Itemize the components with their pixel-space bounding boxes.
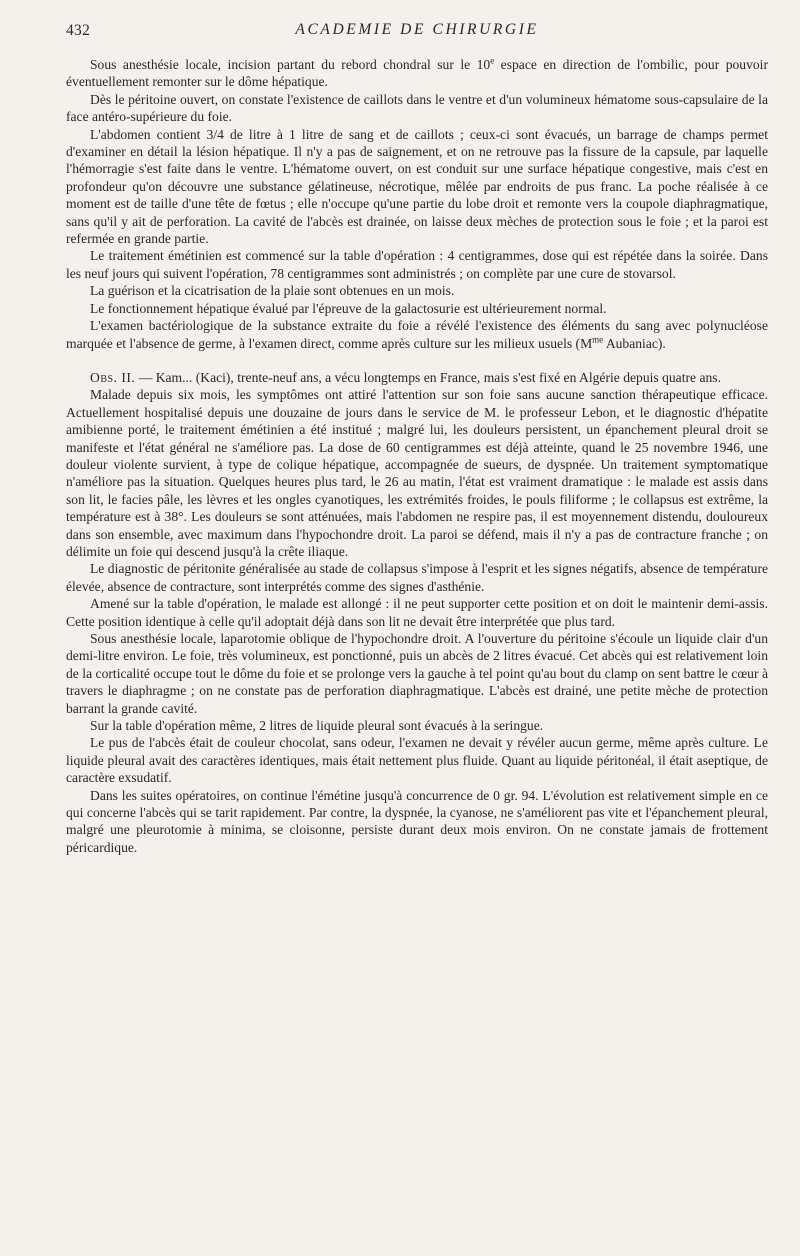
paragraph: Dans les suites opératoires, on continue l'émétine jusqu'à concurrence de 0 gr. 94. L'évolution est relativement simple en ce qui concerne l'abcès qui se tarit rapidement. Par contre, la dyspnée, la cyanose, ne s'améliorent pas vite et l'épanchement pleural, malgré une pleurotomie à minima, se cloisonne, persiste durant deux mois environ. On ne constate jamais de frottement péricardique. [66,787,768,855]
paragraph: La guérison et la cicatrisation de la plaie sont obtenues en un mois. [90,283,455,299]
paragraph: Le pus de l'abcès était de couleur chocolat, sans odeur, l'examen ne devait y révéler aucun germe, même après culture. Le liquide pleural avait des caractères identiques, mais était nettement plus fluide. Quant au liquide péritonéal, il était aseptique, de caractère exsudatif. [66,735,768,786]
paragraph: Sur la table d'opération même, 2 litres de liquide pleural sont évacués à la seringue. [90,718,544,734]
paragraph: Amené sur la table d'opération, le malade est allongé : il ne peut supporter cette position et on doit le maintenir demi-assis. Cette position identique à celle qu'il adoptait déjà dans son lit ne devait être interprétée que plus tard. [66,596,768,629]
running-title: ACADEMIE DE CHIRURGIE [295,21,539,38]
paragraph: Sous anesthésie locale, incision partant du rebord chondral sur le 10e espace en direction de l'ombilic, pour pouvoir éventuellement remonter sur le dôme hépatique. [66,55,768,90]
section-gap [66,352,768,369]
paragraph: Le traitement émétinien est commencé sur la table d'opération : 4 centigrammes, dose qui est répétée dans la soirée. Dans les neuf jours qui suivent l'opération, 78 centigrammes sont administrés ; on complète par une cure de stovarsol. [66,248,768,281]
observation-heading-paragraph [66,369,768,386]
observation-label: Obs. II. [90,369,136,385]
paragraph: Malade depuis six mois, les symptômes ont attiré l'attention sur son foie sans aucune sanction thérapeutique efficace. Actuellement hospitalisé depuis une douzaine de jours dans le service de M. le professeur Lebon, et le diagnostic d'hépatite amibienne porté, le traitement émétinien a été institué ; malgré lui, les douleurs persistent, un épanchement pleural droit se manifeste et l'état général ne s'améliore pas. La dose de 60 centigrammes est déjà atteinte, quand le 25 novembre 1946, une douleur violente survient, à type de colique hépatique, accompagnée de sueurs, de dyspnée. Un traitement symptomatique n'améliore pas la situation. Quelques heures plus tard, le 26 au matin, l'état est vraiment dramatique : le malade est assis dans son lit, le facies pâle, les lèvres et les ongles cyanotiques, les extrémités froides, le pouls filiforme ; le collapsus est extrême, la température est à 38°. Les douleurs se sont atténuées, mais l'abdomen ne respire pas, il est moyennement distendu, douloureux dans son ensemble, avec maximum dans l'hypochondre droit. La paroi se défend, mais il n'y a pas de contracture franche ; on délimite un foie qui descend jusqu'à la crête iliaque. [66,387,768,559]
page-header [66,18,768,48]
article-body [66,56,768,856]
paragraph: Le fonctionnement hépatique évalué par l'épreuve de la galactosurie est ultérieurement normal. [90,300,607,316]
paragraph: Sous anesthésie locale, laparotomie oblique de l'hypochondre droit. A l'ouverture du péritoine s'écoule un liquide clair d'un demi-litre environ. Le foie, très volumineux, est ponctionné, puis un abcès de 2 litres évacué. Cet abcès qui est relativement loin de la corticalité occupe tout le dôme du foie et se prolonge vers la gauche à tel point qu'au bout du clamp on sent battre le cœur à travers le diaphragme ; on ne constate pas de perforation diaphragmatique. L'abcès est drainé, une petite mèche de protection barrant la grande cavité. [66,631,768,716]
observation-intro: — Kam... (Kaci), trente-neuf ans, a vécu longtemps en France, mais s'est fixé en Algérie depuis quatre ans. [135,369,721,385]
paragraph: Dès le péritoine ouvert, on constate l'existence de caillots dans le ventre et d'un volumineux hématome sous-capsulaire de la face antéro-supérieure du foie. [66,91,768,125]
paragraph: L'examen bactériologique de la substance extraite du foie a révélé l'existence des éléments du sang avec polynucléose marquée et l'absence de germe, à l'examen direct, comme après culture sur les milieux usuels ($M^{me}$ Aubaniac). [66,318,768,351]
journal-page [66,18,768,856]
paragraph: Le diagnostic de péritonite généralisée au stade de collapsus s'impose à l'esprit et les signes négatifs, absence de température élevée, absence de contracture, sont interprétés comme des signes d'asthénie. [66,561,768,594]
page-number: 432 [66,22,91,39]
paragraph: L'abdomen contient 3/4 de litre à 1 litre de sang et de caillots ; ceux-ci sont évacués, un barrage de champs permet d'examiner en détail la lésion hépatique. Il n'y a pas de saignement, et on ne retrouve pas la fissure de la capsule, par laquelle l'hémorragie s'est faite dans le ventre. L'hématome ouvert, on est conduit sur une surface hépatique congestive, mais c'est en profondeur qu'on découvre une substance gélatineuse, nécrotique, mêlée par endroits de pus franc. La poche réalisée à ce moment est de taille d'une tête de fœtus ; elle n'occupe qu'une partie du lobe droit et remonte vers la coupole diaphragmatique, sans qu'il y ait de perforation. La cavité de l'abcès est drainée, on laisse deux mèches de protection sous le foie ; et la paroi est refermée en grande partie. [66,126,768,247]
